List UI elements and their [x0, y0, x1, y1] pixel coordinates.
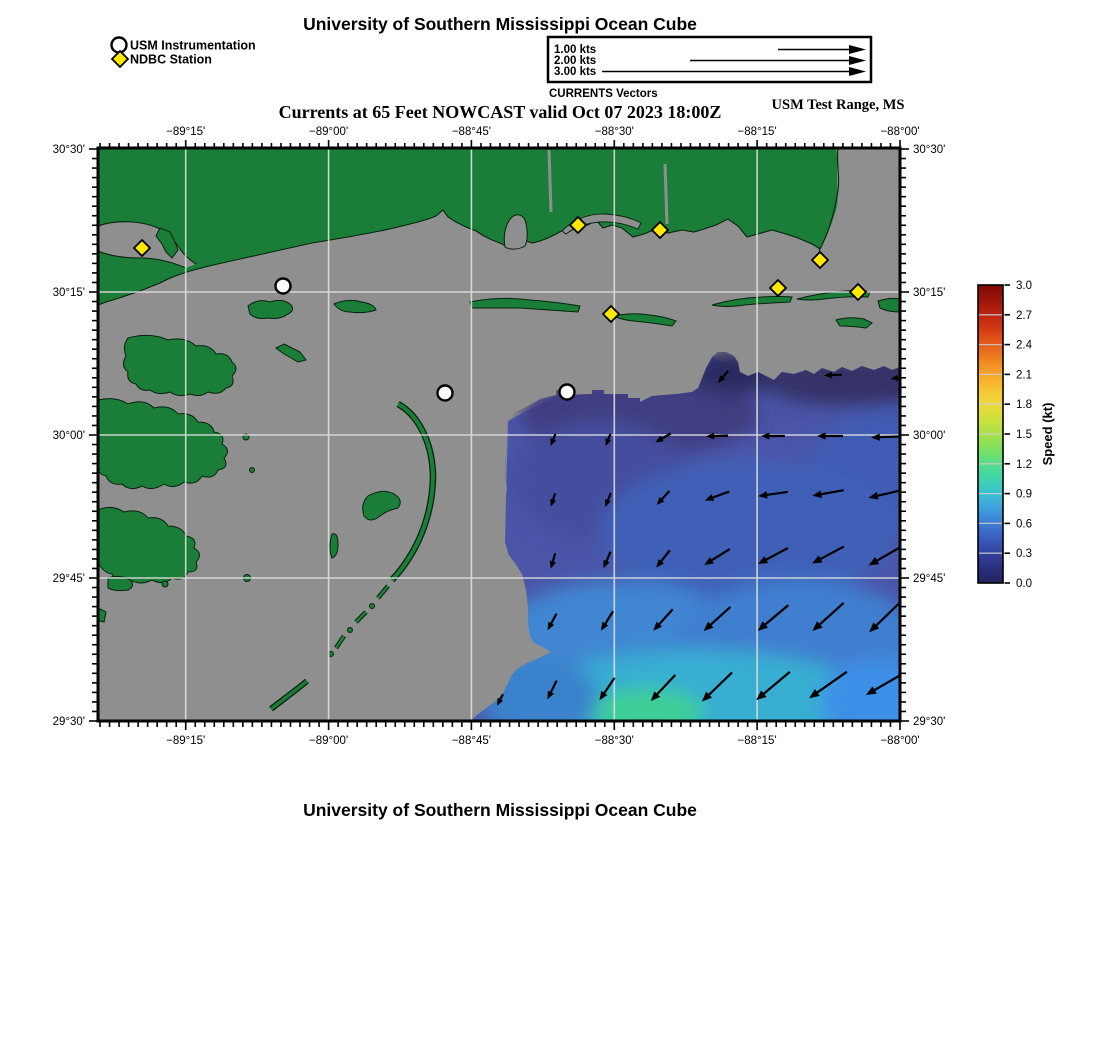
lat-tick-label-right: 29°45' — [913, 573, 946, 585]
ndbc-station-label: NDBC Station — [130, 52, 212, 67]
lat-tick-label-left: 30°15' — [52, 287, 85, 299]
lon-tick-label-bottom: −89°00' — [309, 735, 349, 747]
vector-scale-label-1: 1.00 kts — [554, 44, 597, 56]
lon-tick-label-top: −89°00' — [309, 126, 349, 138]
figure-title-top: University of Southern Mississippi Ocean Cube — [303, 14, 697, 34]
river-channel-west — [549, 150, 551, 212]
lon-tick-label-bottom: −88°15' — [737, 735, 777, 747]
current-speed-field — [470, 350, 950, 750]
colorbar-tick-label: 1.5 — [1016, 429, 1032, 441]
colorbar-tick-label: 0.3 — [1016, 548, 1032, 561]
lon-tick-label-bottom: −88°00' — [880, 735, 920, 747]
usm-instrumentation-marker — [560, 385, 575, 400]
lat-tick-label-left: 29°30' — [52, 716, 85, 728]
usm-instrumentation-icon — [112, 38, 127, 53]
colorbar-tick-label: 2.4 — [1016, 339, 1032, 352]
map-area — [96, 148, 950, 750]
lon-tick-label-top: −88°15' — [737, 126, 777, 138]
usm-instrumentation-marker — [438, 386, 453, 401]
ndbc-station-icon — [112, 51, 128, 67]
colorbar-tick-label: 1.2 — [1016, 458, 1032, 471]
figure-subtitle: Currents at 65 Feet NOWCAST valid Oct 07 2023 18:00Z — [278, 102, 722, 122]
vector-scale-caption: CURRENTS Vectors — [549, 88, 658, 100]
usm-instrumentation-marker — [276, 279, 291, 294]
lon-tick-label-top: −89°15' — [166, 126, 206, 138]
marker-legend — [112, 38, 256, 68]
lon-tick-label-top: −88°45' — [451, 126, 491, 138]
lat-tick-label-left: 30°00' — [52, 430, 85, 442]
lon-tick-label-bottom: −89°15' — [166, 735, 206, 747]
lat-tick-label-right: 30°15' — [913, 287, 946, 299]
vector-scale-border — [548, 37, 871, 82]
lat-tick-label-left: 29°45' — [52, 573, 85, 585]
colorbar-tick-label: 2.7 — [1016, 309, 1032, 322]
colorbar-tick-label: 0.0 — [1016, 578, 1032, 590]
colorbar-tick-label: 2.1 — [1016, 369, 1032, 382]
colorbar-tick-label: 1.8 — [1016, 399, 1032, 412]
lat-tick-label-left: 30°30' — [52, 144, 85, 156]
lon-tick-label-top: −88°30' — [594, 126, 634, 138]
lat-tick-label-right: 29°30' — [913, 716, 946, 728]
vector-scale-label-2: 2.00 kts — [554, 55, 597, 67]
colorbar — [978, 280, 1055, 590]
usm-instrumentation-label: USM Instrumentation — [130, 38, 256, 53]
region-label: USM Test Range, MS — [771, 97, 905, 113]
lon-tick-label-bottom: −88°45' — [451, 735, 491, 747]
lat-tick-label-right: 30°30' — [913, 144, 946, 156]
lon-tick-label-top: −88°00' — [880, 126, 920, 138]
figure-title-bottom: University of Southern Mississippi Ocean Cube — [303, 800, 697, 820]
vector-scale-box — [548, 37, 871, 100]
colorbar-tick-label: 3.0 — [1016, 280, 1032, 292]
river-channel-east — [665, 164, 667, 224]
colorbar-title: Speed (kt) — [1040, 402, 1055, 466]
colorbar-tick-label: 0.6 — [1016, 518, 1032, 531]
lon-tick-label-bottom: −88°30' — [594, 735, 634, 747]
colorbar-tick-label: 0.9 — [1016, 488, 1032, 501]
vector-scale-label-3: 3.00 kts — [554, 66, 597, 78]
lat-tick-label-right: 30°00' — [913, 430, 946, 442]
